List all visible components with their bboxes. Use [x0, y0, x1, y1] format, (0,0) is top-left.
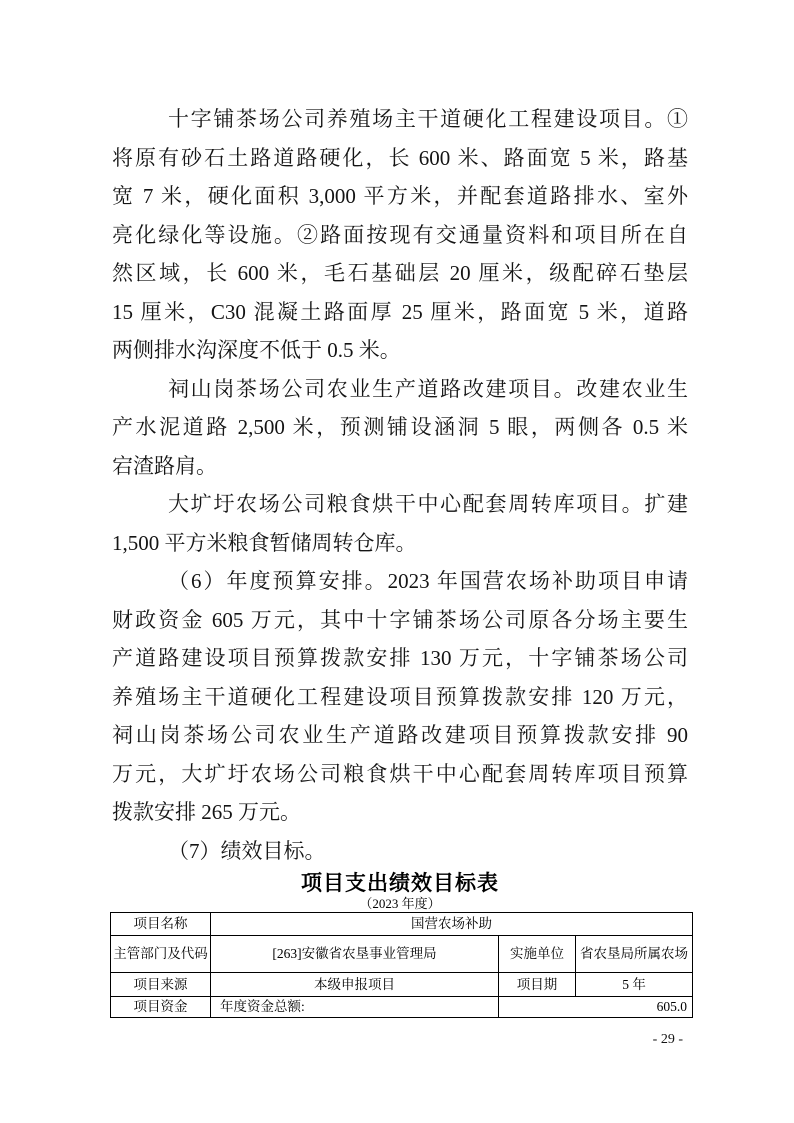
performance-table [110, 912, 693, 1018]
table-row [111, 913, 693, 936]
table-row [111, 936, 693, 973]
body-text-line: 宽 7 米，硬化面积 3,000 平方米，并配套道路排水、室外 [112, 184, 688, 208]
body-text-line: （7）绩效目标。 [168, 838, 326, 863]
body-text-line: 将原有砂石土路道路硬化，长 600 米、路面宽 5 米，路基 [112, 145, 688, 170]
body-text-line: 1,500 平方米粮食暂储周转仓库。 [112, 530, 417, 555]
body-text-line: 财政资金 605 万元，其中十字铺茶场公司原各分场主要生 [112, 607, 688, 632]
cell-department-label: 主管部门及代码 [111, 936, 211, 973]
body-text-line: 大圹圩农场公司粮食烘干中心配套周转库项目。扩建 [168, 492, 688, 516]
cell-project-source-value: 本级申报项目 [211, 973, 499, 997]
cell-project-name-label: 项目名称 [111, 913, 211, 936]
cell-project-source-label: 项目来源 [111, 973, 211, 997]
table-subtitle: （2023 年度） [359, 896, 441, 911]
body-text-line: 十字铺茶场公司养殖场主干道硬化工程建设项目。① [168, 107, 688, 131]
body-text-line: 然区域，长 600 米，毛石基础层 20 厘米，级配碎石垫层 [112, 261, 688, 285]
cell-implementing-unit-value: 省农垦局所属农场 [576, 936, 693, 973]
cell-implementing-unit-label: 实施单位 [499, 936, 576, 973]
cell-annual-total-amount: 605.0 [499, 997, 693, 1018]
cell-annual-total-label: 年度资金总额: [211, 997, 499, 1018]
body-text-line: 亮化绿化等设施。②路面按现有交通量资料和项目所在自 [112, 222, 688, 247]
table-title: 项目支出绩效目标表 [301, 872, 499, 895]
page-number: - 29 - [652, 1032, 683, 1047]
body-text-line: 拨款安排 265 万元。 [112, 800, 301, 824]
body-text-line: 产水泥道路 2,500 米，预测铺设涵洞 5 眼，两侧各 0.5 米 [112, 415, 688, 439]
body-text-line: 两侧排水沟深度不低于 0.5 米。 [112, 338, 401, 362]
cell-project-funds-label: 项目资金 [111, 997, 211, 1018]
cell-project-period-value: 5 年 [576, 973, 693, 997]
body-text-line: 15 厘米，C30 混凝土路面厚 25 厘米，路面宽 5 米，道路 [112, 299, 688, 324]
body-text-line: 养殖场主干道硬化工程建设项目预算拨款安排 120 万元， [112, 684, 688, 709]
cell-department-value: [263]安徽省农垦事业管理局 [211, 936, 499, 973]
body-text-line: 祠山岗茶场公司农业生产道路改建项目。改建农业生 [168, 376, 688, 401]
body-text-line: 万元，大圹圩农场公司粮食烘干中心配套周转库项目预算 [112, 761, 688, 786]
body-text-line: （6）年度预算安排。2023 年国营农场补助项目申请 [168, 569, 688, 593]
table-row [111, 973, 693, 997]
cell-project-period-label: 项目期 [499, 973, 576, 997]
body-text-line: 产道路建设项目预算拨款安排 130 万元，十字铺茶场公司 [112, 646, 688, 670]
cell-project-name-value: 国营农场补助 [211, 913, 693, 936]
body-text-line: 宕渣路肩。 [112, 453, 217, 478]
body-text-line: 祠山岗茶场公司农业生产道路改建项目预算拨款安排 90 [112, 723, 688, 747]
table-row [111, 997, 693, 1018]
document-body [112, 100, 688, 1018]
